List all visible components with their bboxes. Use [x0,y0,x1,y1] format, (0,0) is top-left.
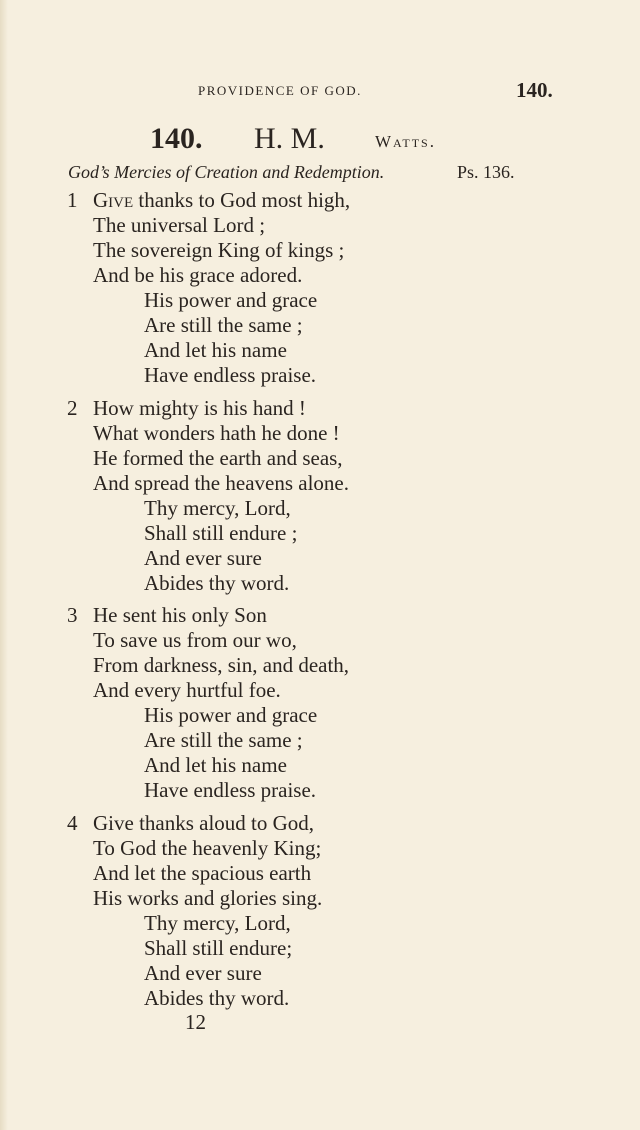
verse-line: His works and glories sing. [93,886,323,910]
verse-line: To save us from our wo, [93,628,297,652]
verse-line: And let the spacious earth [93,861,312,885]
verse-line: From darkness, sin, and death, [93,653,350,677]
refrain-line: Are still the same ; [144,728,303,752]
refrain-line: Are still the same ; [144,313,303,337]
verse-line: The universal Lord ; [93,213,266,237]
refrain-line: Shall still endure; [144,936,293,960]
page-edge [0,0,8,1130]
hymn-heading [0,122,640,158]
verse-line: To God the heavenly King; [93,836,322,860]
refrain-line: Thy mercy, Lord, [144,911,291,935]
refrain-line: Thy mercy, Lord, [144,496,291,520]
refrain-line: Abides thy word. [144,571,290,595]
refrain-line: His power and grace [144,703,318,727]
page-number: 140. [516,78,553,102]
verse-line: Give thanks to God most high, [93,188,351,212]
refrain-line: Abides thy word. [144,986,290,1010]
refrain-line: Have endless praise. [144,778,317,802]
running-head [0,80,640,104]
hymn-author: Watts. [375,132,436,151]
verse-line: Give thanks aloud to God, [93,811,315,835]
refrain-line: And let his name [144,338,287,362]
subtitle-title: God’s Mercies of Creation and Redemption. [68,162,385,182]
refrain-line: His power and grace [144,288,318,312]
refrain-line: And let his name [144,753,287,777]
refrain-line: And ever sure [144,546,262,570]
hymn-meter: H. M. [254,122,325,155]
signature-mark: 12 [185,1010,206,1034]
verse-line: He sent his only Son [93,603,267,627]
verse-line: And every hurtful foe. [93,678,281,702]
refrain-line: Shall still endure ; [144,521,298,545]
verse-line: He formed the earth and seas, [93,446,343,470]
refrain-line: And ever sure [144,961,262,985]
verse-line: How mighty is his hand ! [93,396,306,420]
verse-number: 4 [67,811,78,835]
verse-line: And spread the heavens alone. [93,471,349,495]
verse-line: The sovereign King of kings ; [93,238,345,262]
refrain-line: Have endless praise. [144,363,317,387]
verse-number: 3 [67,603,78,627]
psalm-reference: Ps. 136. [457,162,515,182]
hymn-subtitle [68,160,538,184]
verse-line: What wonders hath he done ! [93,421,340,445]
verse-first-word: Give [93,188,134,212]
hymn-number: 140. [150,122,203,155]
running-head-title: PROVIDENCE OF GOD. [198,83,362,98]
verse-line: And be his grace adored. [93,263,303,287]
verse-number: 1 [67,188,78,212]
verse-number: 2 [67,396,78,420]
